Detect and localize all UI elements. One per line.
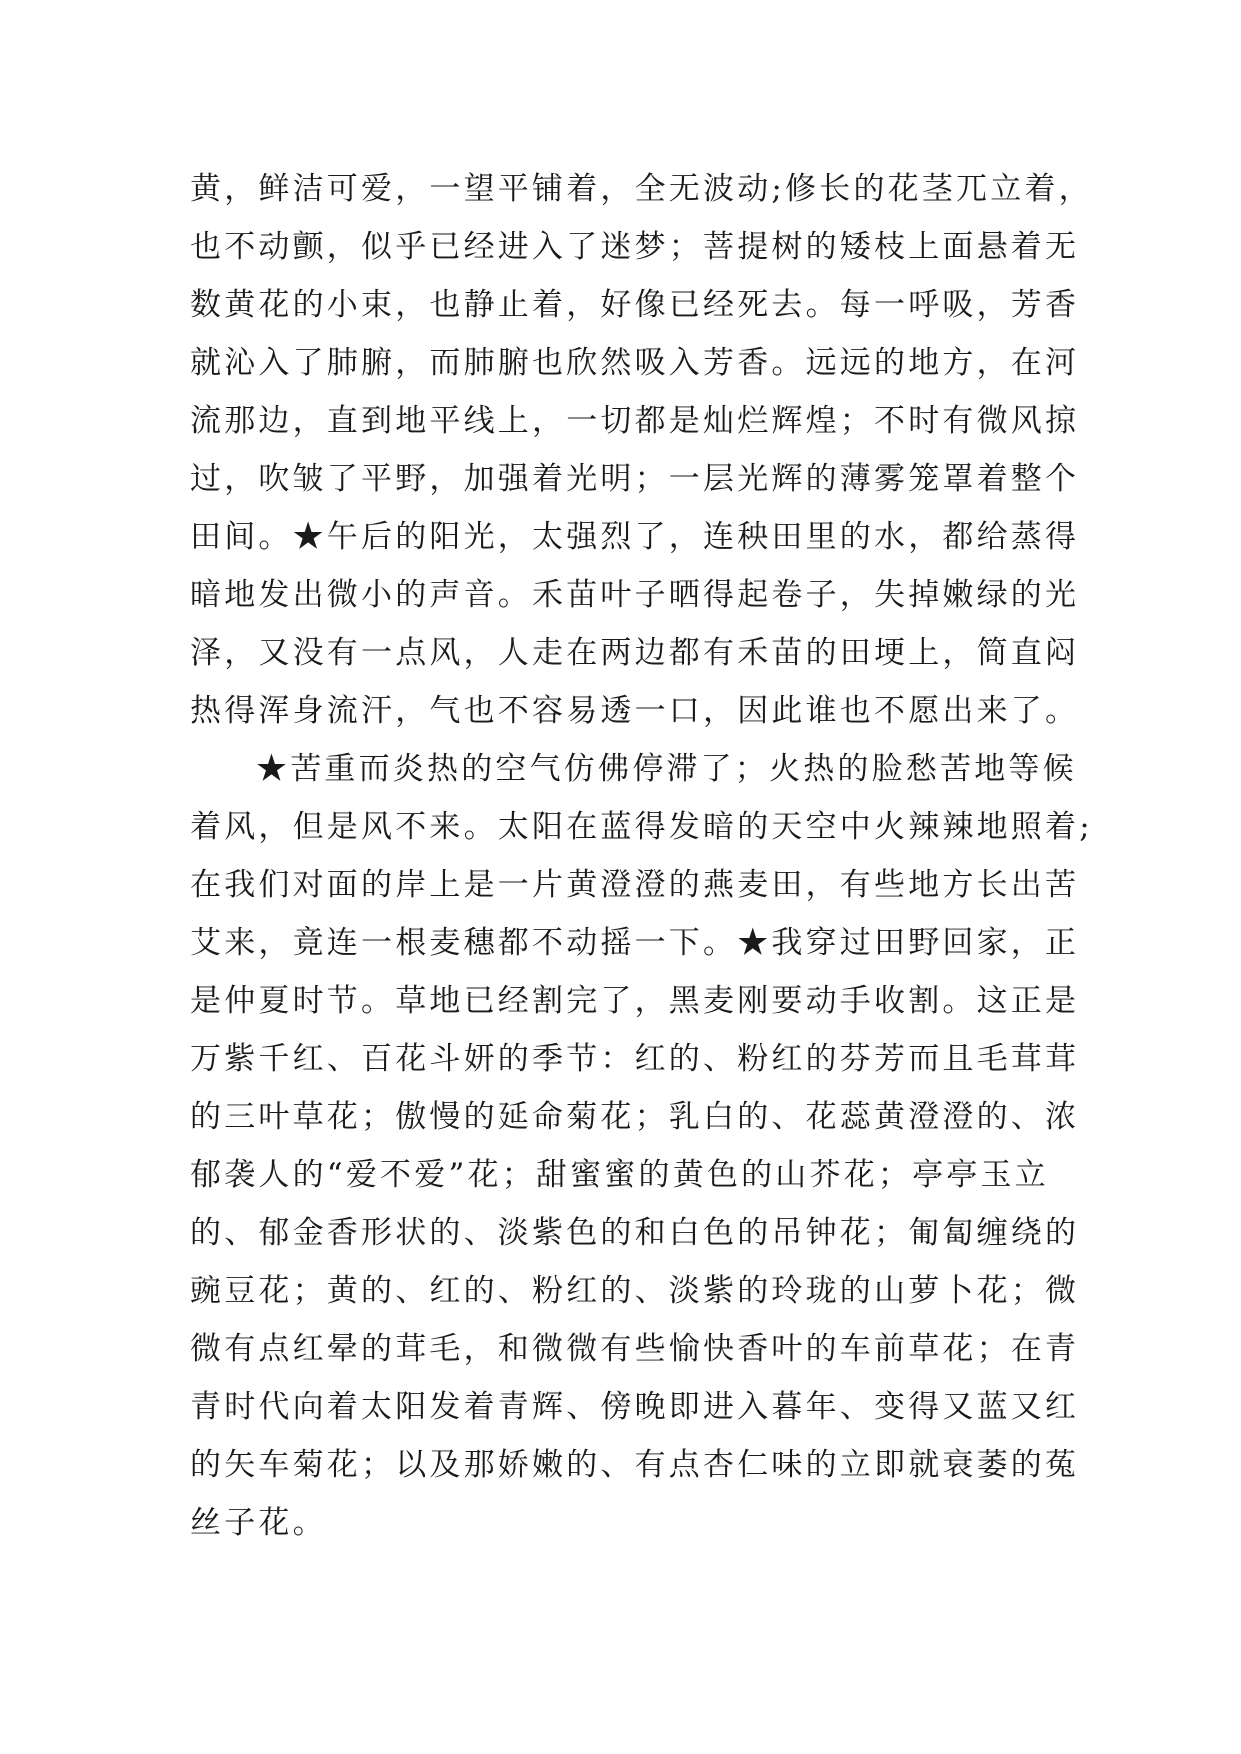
text-line: 的三叶草花；傲慢的延命菊花；乳白的、花蕊黄澄澄的、浓 — [190, 1099, 1080, 1135]
text-line: 万紫千红、百花斗妍的季节：红的、粉红的芬芳而且毛茸茸 — [190, 1041, 1080, 1077]
text-line: 也不动颤，似乎已经进入了迷梦；菩提树的矮枝上面悬着无 — [190, 229, 1080, 265]
text-line: 就沁入了肺腑，而肺腑也欣然吸入芳香。远远的地方，在河 — [190, 345, 1080, 381]
text-line: 泽，又没有一点风，人走在两边都有禾苗的田埂上，简直闷 — [190, 635, 1080, 671]
text-line: 郁袭人的“爱不爱”花；甜蜜蜜的黄色的山芥花；亭亭玉立 — [190, 1157, 1049, 1193]
text-line: 丝子花。 — [190, 1505, 327, 1541]
text-line: 微有点红晕的茸毛，和微微有些愉快香叶的车前草花；在青 — [190, 1331, 1080, 1367]
text-line: 青时代向着太阳发着青辉、傍晚即进入暮年、变得又蓝又红 — [190, 1389, 1080, 1425]
text-line: 黄，鲜洁可爱，一望平铺着，全无波动;修长的花茎兀立着， — [190, 171, 1093, 207]
body-text — [190, 160, 1093, 1552]
text-line: 的矢车菊花；以及那娇嫩的、有点杏仁味的立即就衰萎的菟 — [190, 1447, 1080, 1483]
text-line: 艾来，竟连一根麦穗都不动摇一下。★我穿过田野回家，正 — [190, 925, 1080, 961]
text-line: 流那边，直到地平线上，一切都是灿烂辉煌；不时有微风掠 — [190, 403, 1080, 439]
text-line: 暗地发出微小的声音。禾苗叶子晒得起卷子，失掉嫩绿的光 — [190, 577, 1080, 613]
text-line: 在我们对面的岸上是一片黄澄澄的燕麦田，有些地方长出苦 — [190, 867, 1080, 903]
text-line: 田间。★午后的阳光，太强烈了，连秧田里的水，都给蒸得 — [190, 519, 1080, 555]
text-line: 数黄花的小束，也静止着，好像已经死去。每一呼吸，芳香 — [190, 287, 1080, 323]
text-line: 着风，但是风不来。太阳在蓝得发暗的天空中火辣辣地照着; — [190, 809, 1093, 845]
text-line: 豌豆花；黄的、红的、粉红的、淡紫的玲珑的山萝卜花；微 — [190, 1273, 1080, 1309]
text-line: 的、郁金香形状的、淡紫色的和白色的吊钟花；匍匐缠绕的 — [190, 1215, 1080, 1251]
text-line: 过，吹皱了平野，加强着光明；一层光辉的薄雾笼罩着整个 — [190, 461, 1080, 497]
text-line: 是仲夏时节。草地已经割完了，黑麦刚要动手收割。这正是 — [190, 983, 1080, 1019]
paragraph-first-line: ★苦重而炎热的空气仿佛停滞了；火热的脸愁苦地等候 — [256, 751, 1077, 787]
text-line: 热得浑身流汗，气也不容易透一口，因此谁也不愿出来了。 — [190, 693, 1080, 729]
